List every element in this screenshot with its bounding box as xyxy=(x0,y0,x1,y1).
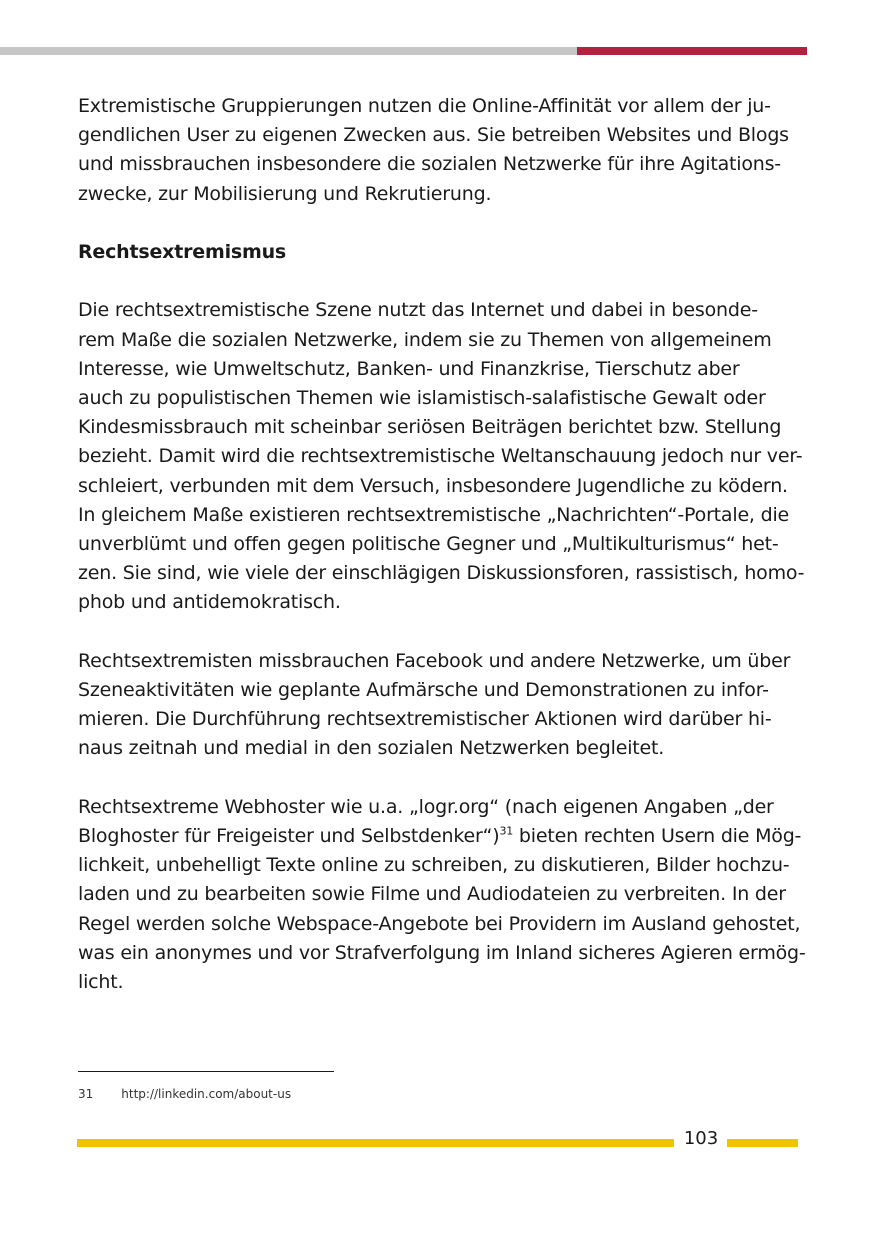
text-segment: Bloghoster für Freigeister und Selbstdenker“) xyxy=(78,825,500,848)
text-line: Regel werden solche Webspace-Angebote bei Providern im Ausland gehostet, xyxy=(78,912,801,935)
text-line: auch zu populistischen Themen wie islamistisch-salafistische Gewalt oder xyxy=(78,387,766,409)
text-line: rem Maße die sozialen Netzwerke, indem sie zu Themen von allgemeinem xyxy=(78,328,772,351)
text-line: phob und antidemokratisch. xyxy=(78,591,341,614)
footnote xyxy=(78,1087,291,1101)
text-line: schleiert, verbunden mit dem Versuch, insbesondere Jugendliche zu ködern. xyxy=(78,474,788,497)
text-line: zen. Sie sind, wie viele der einschlägigen Diskussionsforen, rassistisch, homo- xyxy=(78,562,805,585)
footnote-number: 31 xyxy=(78,1087,94,1101)
top-decorative-bar-accent xyxy=(577,47,807,55)
text-line: unverblümt und offen gegen politische Gegner und „Multikulturismus“ het- xyxy=(78,533,779,556)
footnote-divider xyxy=(78,1071,334,1072)
text-segment: bieten rechten Usern die Mög- xyxy=(513,825,802,848)
section-heading: Rechtsextremismus xyxy=(78,241,287,263)
facebook-paragraph xyxy=(78,647,803,764)
text-line: zwecke, zur Mobilisierung und Rekrutierung. xyxy=(78,182,492,205)
text-line: Kindesmissbrauch mit scheinbar seriösen Beiträgen berichtet bzw. Stellung xyxy=(78,416,782,439)
top-decorative-bar-gray xyxy=(0,47,577,55)
text-line: bezieht. Damit wird die rechtsextremistische Weltanschauung jedoch nur ver- xyxy=(78,445,803,468)
text-line: Extremistische Gruppierungen nutzen die Online-Affinität vor allem der ju- xyxy=(78,95,771,117)
text-line: licht. xyxy=(78,971,124,994)
text-line: lichkeit, unbehelligt Texte online zu schreiben, zu diskutieren, Bilder hochzu- xyxy=(78,854,790,877)
bottom-decorative-bar-right xyxy=(727,1139,798,1147)
intro-paragraph xyxy=(78,92,803,209)
text-line: Interesse, wie Umweltschutz, Banken- und Finanzkrise, Tierschutz aber xyxy=(78,357,740,380)
text-line xyxy=(78,822,803,851)
text-line: was ein anonymes und vor Strafverfolgung im Inland sicheres Agieren ermög- xyxy=(78,941,806,964)
text-line: Die rechtsextremistische Szene nutzt das Internet und dabei in besonde- xyxy=(78,299,758,322)
text-line: laden und zu bearbeiten sowie Filme und Audiodateien zu verbreiten. In der xyxy=(78,883,786,906)
webhoster-paragraph xyxy=(78,793,806,997)
text-line: naus zeitnah und medial in den sozialen Netzwerken begleitet. xyxy=(78,737,665,760)
page-body xyxy=(78,92,806,997)
text-line: Rechtsextremisten missbrauchen Facebook und andere Netzwerke, um über xyxy=(78,649,791,672)
text-line: Szeneaktivitäten wie geplante Aufmärsche und Demonstrationen zu infor- xyxy=(78,679,769,702)
bottom-decorative-bar-left xyxy=(77,1139,674,1147)
page-number: 103 xyxy=(683,1128,719,1149)
text-line: mieren. Die Durchführung rechtsextremistischer Aktionen wird darüber hi- xyxy=(78,708,772,731)
text-line: gendlichen User zu eigenen Zwecken aus. Sie betreiben Websites und Blogs xyxy=(78,124,789,147)
text-line: In gleichem Maße existieren rechtsextremistische „Nachrichten“-Portale, die xyxy=(78,503,790,526)
text-line: Rechtsextreme Webhoster wie u.a. „logr.org“ (nach eigenen Angaben „der xyxy=(78,795,774,818)
text-line: und missbrauchen insbesondere die sozialen Netzwerke für ihre Agitations- xyxy=(78,153,781,176)
scene-paragraph xyxy=(78,296,803,617)
footnote-reference[interactable]: 31 xyxy=(499,824,514,838)
footnote-link[interactable]: http://linkedin.com/about-us xyxy=(121,1087,292,1101)
